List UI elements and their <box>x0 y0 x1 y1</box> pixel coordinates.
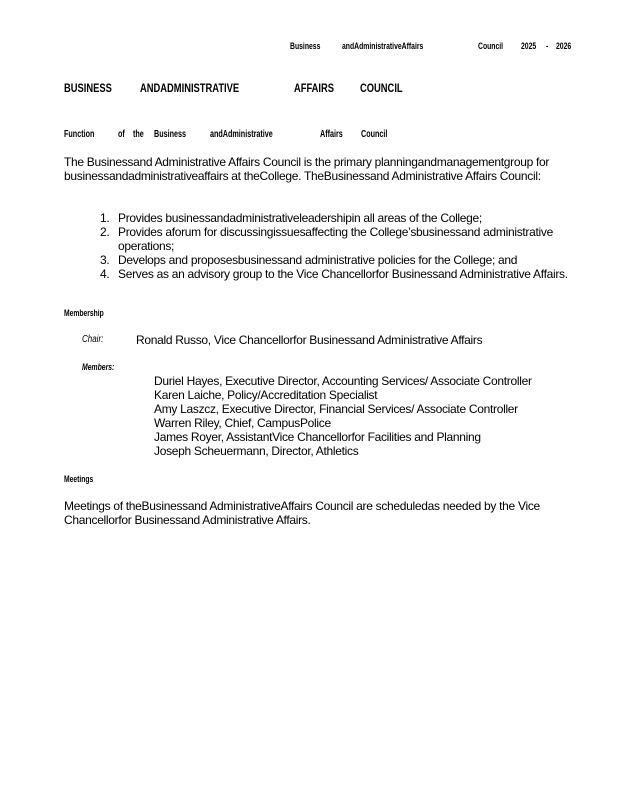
list-text: Serves as an advisory group to the Vice Chancellorfor Businessand Administrative Affairs. <box>118 267 568 281</box>
heading-word: Affairs <box>320 129 343 140</box>
chair-value: Ronald Russo, Vice Chancellorfor Businessand Administrative Affairs <box>136 333 483 347</box>
header-word: Council <box>478 41 504 52</box>
heading-word: andAdministrative <box>210 129 273 140</box>
list-number: 4. <box>100 267 110 281</box>
list-text: Develops and proposesbusinessand administrative policies for the College; and <box>118 253 518 267</box>
meetings-heading: Meetings <box>64 474 94 484</box>
title-word: ANDADMINISTRATIVE <box>140 81 240 95</box>
heading-word: Function <box>64 129 95 140</box>
member-item: Joseph Scheuermann, Director, Athletics <box>154 444 359 458</box>
header-dash: - <box>546 41 549 52</box>
title-word: BUSINESS <box>64 81 112 95</box>
heading-word: Business <box>154 129 187 140</box>
header-year-start: 2025 <box>521 41 537 52</box>
chair-label: Chair: <box>82 334 104 345</box>
title-word: COUNCIL <box>360 81 403 95</box>
heading-word: Council <box>361 129 388 140</box>
list-item <box>94 253 574 267</box>
heading-word: of <box>118 129 125 140</box>
header-year-end: 2026 <box>556 41 572 52</box>
members-label: Members: <box>82 362 115 373</box>
list-number: 3. <box>100 253 110 267</box>
member-item: Duriel Hayes, Executive Director, Accounting Services/ Associate Controller <box>154 374 532 388</box>
list-number: 2. <box>100 225 110 239</box>
list-item <box>94 267 574 281</box>
member-item: Karen Laiche, Policy/Accreditation Specialist <box>154 388 378 402</box>
title-word: AFFAIRS <box>294 81 335 95</box>
member-item: Amy Laszcz, Executive Director, Financial Services/ Associate Controller <box>154 402 518 416</box>
list-item <box>94 211 574 225</box>
list-text: Provides businessandadministrativeleadershipin all areas of the College; <box>118 211 482 225</box>
member-item: Warren Riley, Chief, CampusPolice <box>154 416 331 430</box>
heading-word: the <box>133 129 144 140</box>
members-list <box>154 374 532 458</box>
member-item: James Royer, AssistantVice Chancellorfor Facilities and Planning <box>154 430 481 444</box>
header-word: andAdministrativeAffairs <box>342 41 424 52</box>
intro-paragraph: The Businessand Administrative Affairs Council is the primary planningandmanagementgroup for businessandadministrativeaffairs at theCollege. TheBusinessand Administrative Affairs Council: <box>64 155 550 183</box>
list-item <box>94 225 574 253</box>
meetings-paragraph: Meetings of theBusinessand AdministrativeAffairs Council are scheduledas needed by the Vice Chancellorfor Businessand Administrative Affairs. <box>64 499 540 527</box>
list-number: 1. <box>100 211 110 225</box>
membership-heading: Membership <box>64 308 104 318</box>
header-word: Business <box>290 41 321 52</box>
list-text: Provides aforum for discussingissuesaffecting the College’sbusinessand administrative operations; <box>118 225 553 253</box>
duties-list <box>94 211 574 281</box>
